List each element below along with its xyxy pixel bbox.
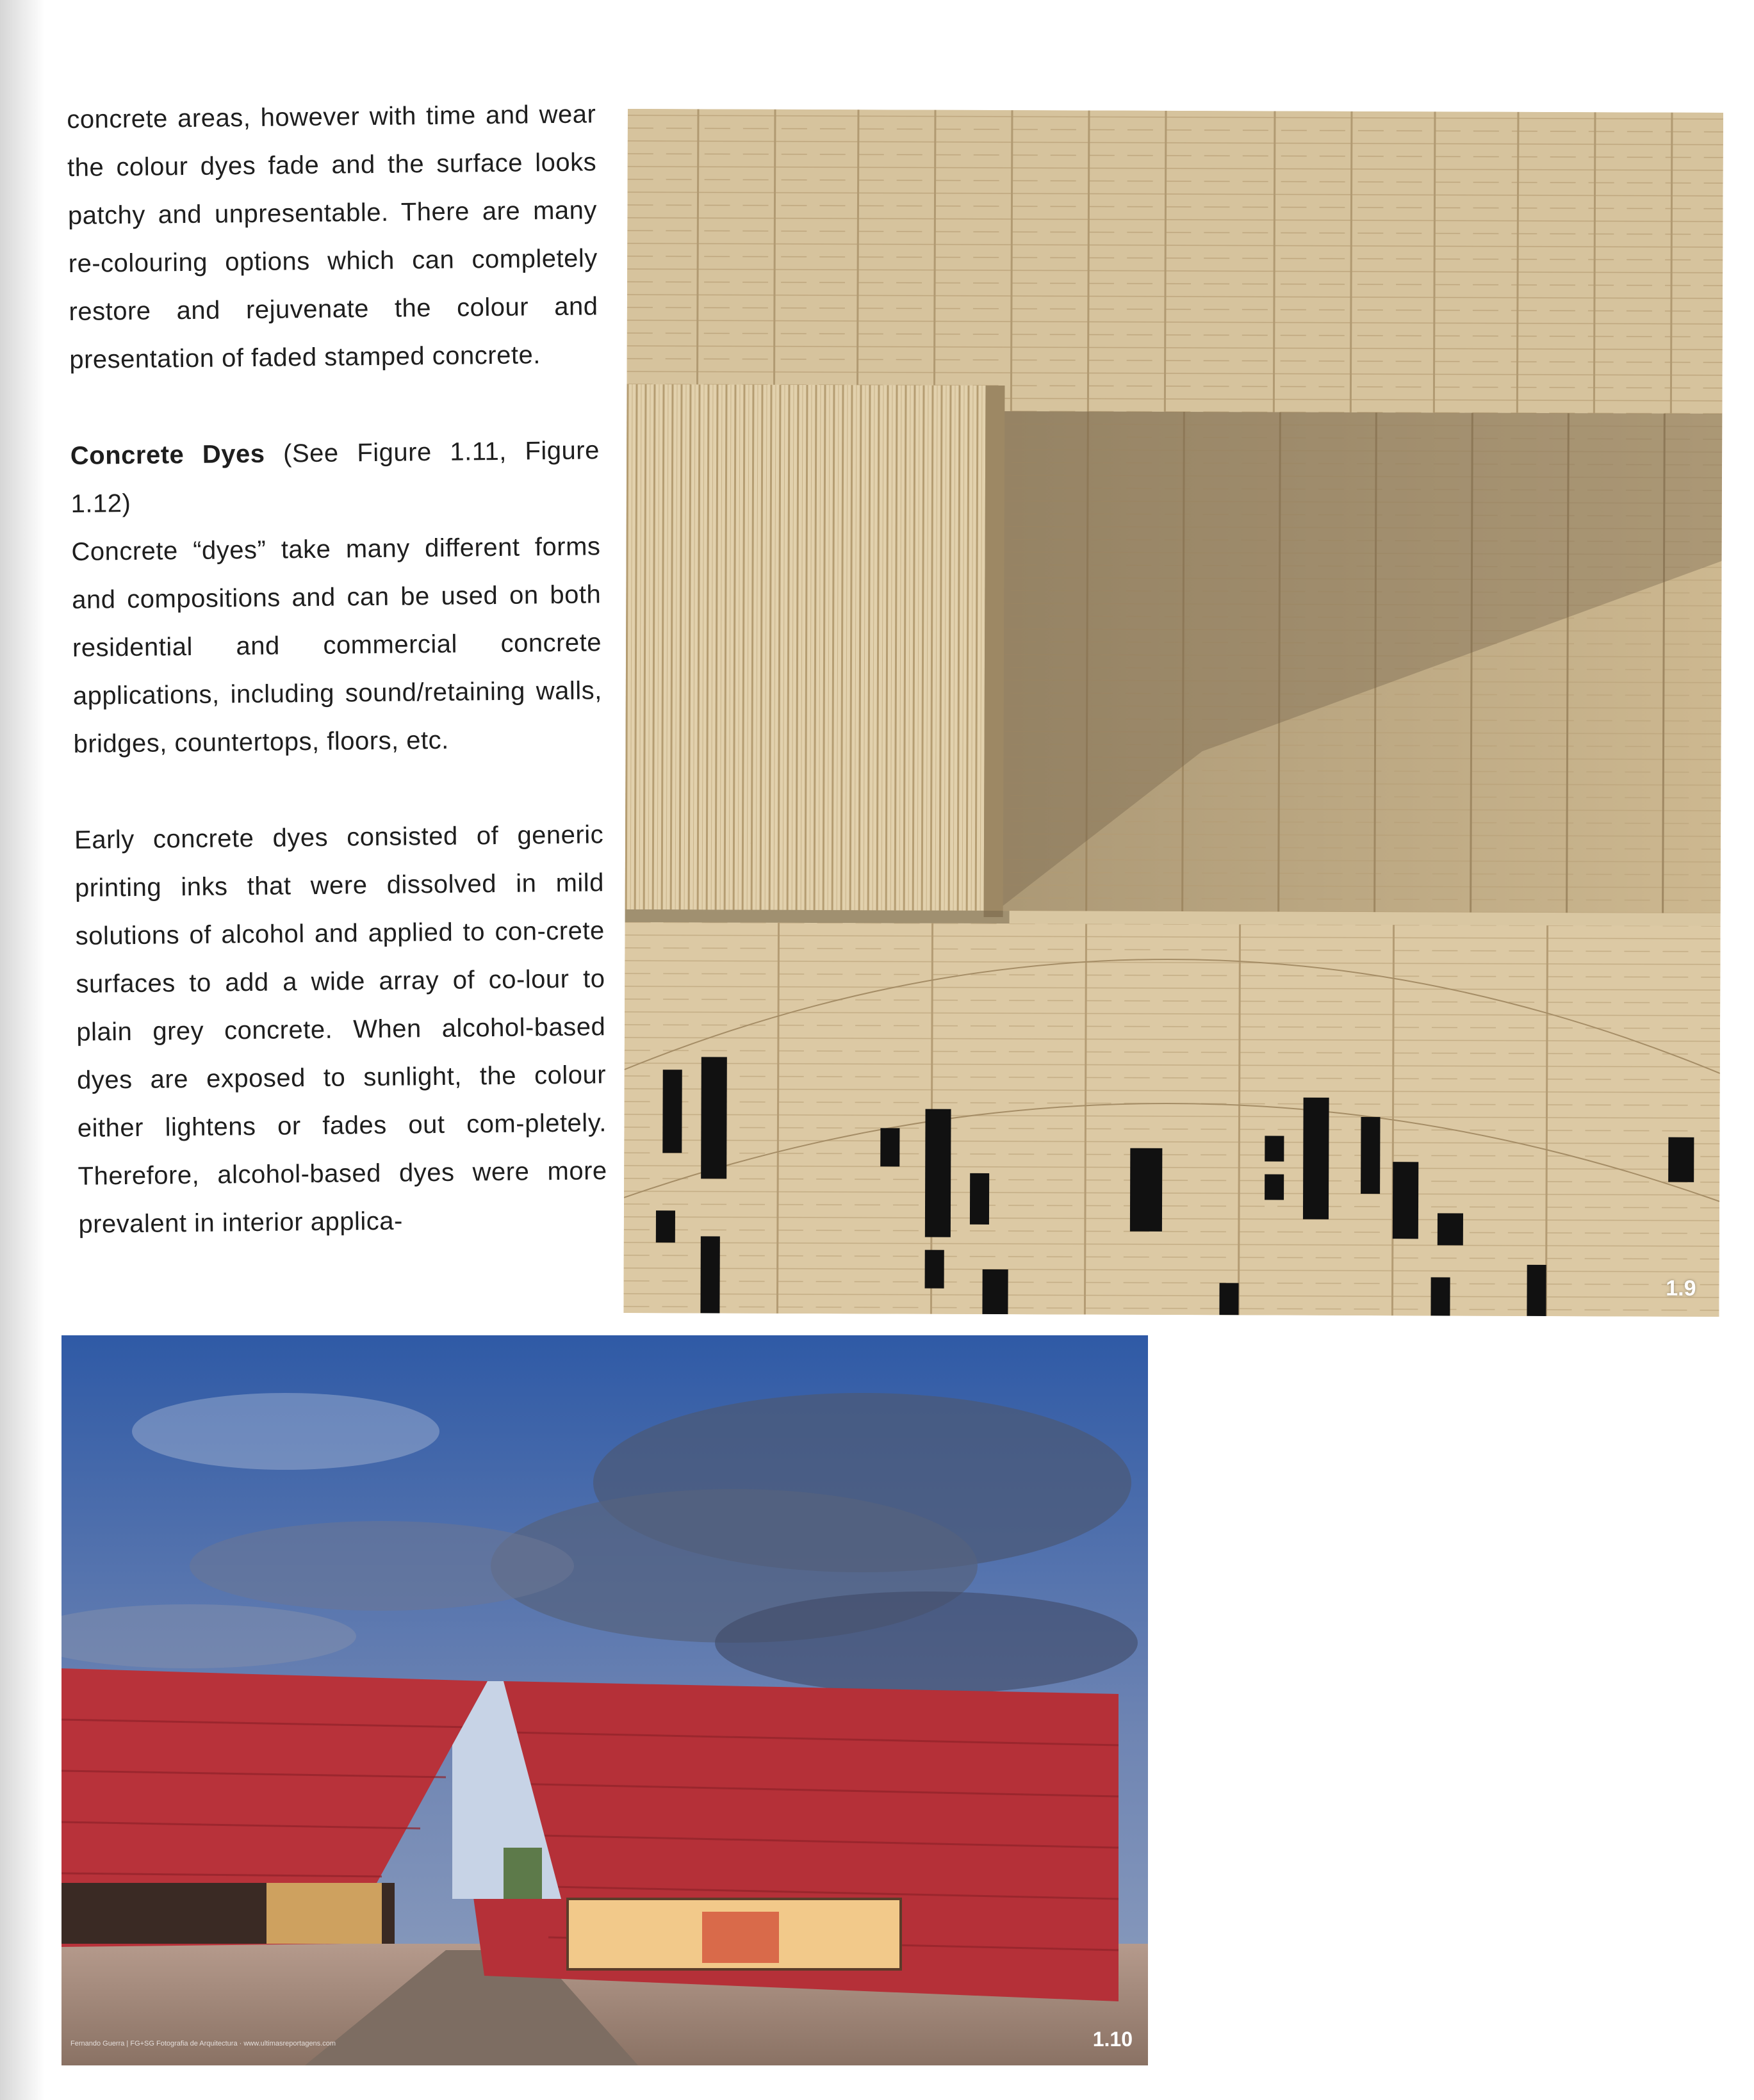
- section-heading: Concrete Dyes: [70, 439, 265, 470]
- figure-number-1-10: 1.10: [1092, 2028, 1133, 2051]
- red-building-illustration: [61, 1335, 1148, 2065]
- body-text-column: [67, 90, 608, 1249]
- paragraph-continued: concrete areas, however with time and wear the colour dyes fade and the surface looks patchy and unpresentable. There are many re-colouring options which can completely restore and rejuvenate the colour and presentation of faded stamped concrete.: [67, 100, 598, 374]
- paragraph-early-dyes: Early concrete dyes consisted of generic printing inks that were dissolved in mild solutions of alcohol and applied to con-crete surfaces to add a wide array of co-lour to plain grey concrete. When alcohol-based dyes are exposed to sunlight, the colour either lightens or fades out com-pletely. Therefore, alcohol-based dyes were more prevalent in interior applica-: [74, 820, 607, 1239]
- concrete-facade-illustration: [623, 109, 1723, 1317]
- heading-figure-reference: (See Figure 1.11, Figure 1.12): [70, 436, 600, 518]
- section-heading-line: [70, 427, 600, 528]
- photo-credit: Fernando Guerra | FG+SG Fotografia de Arquitectura · www.ultimasreportagens.com: [70, 2040, 336, 2047]
- figure-number-1-9: 1.9: [1666, 1276, 1696, 1301]
- figure-1-10-photo: [61, 1335, 1148, 2065]
- paragraph-dyes-forms: Concrete “dyes” take many different forms and compositions and can be used on both residential and commercial concrete applications, including sound/retaining walls, bridges, countertops, floors, etc.: [71, 532, 602, 758]
- page-gutter-shadow: [0, 0, 45, 2100]
- figure-1-9-photo: [623, 109, 1723, 1317]
